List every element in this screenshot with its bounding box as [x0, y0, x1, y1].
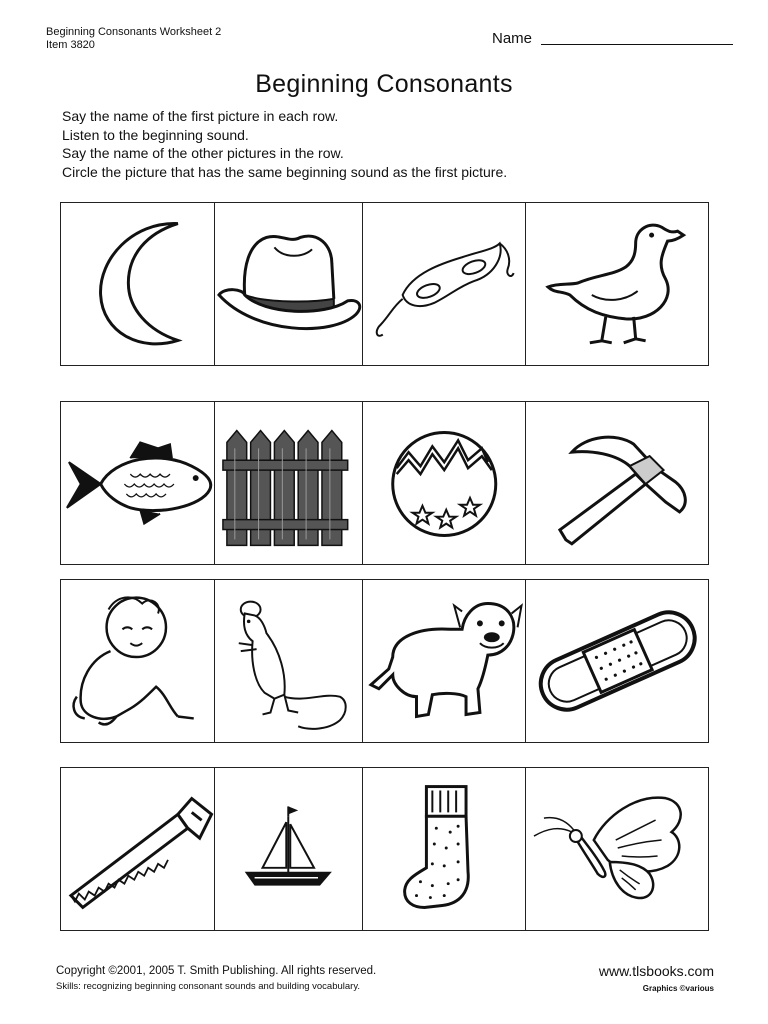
- worksheet-header: [46, 26, 221, 52]
- hat-icon: [215, 203, 363, 365]
- baby-cell[interactable]: [61, 580, 215, 742]
- instruction-line: Say the name of the first picture in each row.: [62, 108, 339, 124]
- mask-icon: [363, 203, 525, 365]
- sailboat-cell[interactable]: [215, 768, 364, 930]
- bandage-cell[interactable]: [526, 580, 708, 742]
- rat-cell[interactable]: [215, 580, 364, 742]
- mask-cell[interactable]: [363, 203, 526, 365]
- butterfly-icon: [526, 768, 708, 930]
- picture-row-3: [60, 579, 709, 743]
- bandage-icon: [526, 580, 708, 742]
- copyright-text: Copyright ©2001, 2005 T. Smith Publishing. All rights reserved.: [56, 965, 377, 977]
- footer-left: [56, 964, 376, 994]
- moon-cell[interactable]: [61, 203, 215, 365]
- hat-cell[interactable]: [215, 203, 364, 365]
- website-link[interactable]: www.tlsbooks.com: [598, 963, 714, 979]
- graphics-credit: Graphics ©various: [642, 984, 714, 993]
- duck-cell[interactable]: [526, 203, 708, 365]
- dog-icon: [363, 580, 525, 742]
- item-number: Item 3820: [46, 39, 95, 51]
- picture-row-4: [60, 767, 709, 931]
- page-title: Beginning Consonants: [255, 70, 513, 98]
- sock-icon: [363, 768, 525, 930]
- saw-cell[interactable]: [61, 768, 215, 930]
- moon-icon: [61, 203, 214, 365]
- duck-icon: [526, 203, 708, 365]
- worksheet-title: Beginning Consonants Worksheet 2: [46, 26, 222, 38]
- dog-cell[interactable]: [363, 580, 526, 742]
- instruction-line: Listen to the beginning sound.: [62, 126, 249, 143]
- baby-icon: [61, 580, 214, 742]
- hammer-cell[interactable]: [526, 402, 708, 564]
- fence-icon: [215, 402, 363, 564]
- skills-text: Skills: recognizing beginning consonant sounds and building vocabulary.: [56, 981, 361, 992]
- ball-cell[interactable]: [363, 402, 526, 564]
- instruction-line: Circle the picture that has the same beginning sound as the first picture.: [62, 163, 508, 180]
- picture-row-1: [60, 202, 709, 366]
- instruction-line: Say the name of the other pictures in the row.: [62, 145, 344, 161]
- fence-cell[interactable]: [215, 402, 364, 564]
- saw-icon: [61, 768, 214, 930]
- fish-icon: [61, 402, 214, 564]
- sock-cell[interactable]: [363, 768, 526, 930]
- rat-icon: [215, 580, 363, 742]
- sailboat-icon: [215, 768, 363, 930]
- picture-row-2: [60, 401, 709, 565]
- name-field[interactable]: [541, 44, 733, 45]
- hammer-icon: [526, 402, 708, 564]
- ball-icon: [363, 402, 525, 564]
- fish-cell[interactable]: [61, 402, 215, 564]
- instructions: [62, 107, 507, 181]
- name-label: Name: [492, 30, 533, 47]
- footer-right: [599, 962, 714, 998]
- butterfly-cell[interactable]: [526, 768, 708, 930]
